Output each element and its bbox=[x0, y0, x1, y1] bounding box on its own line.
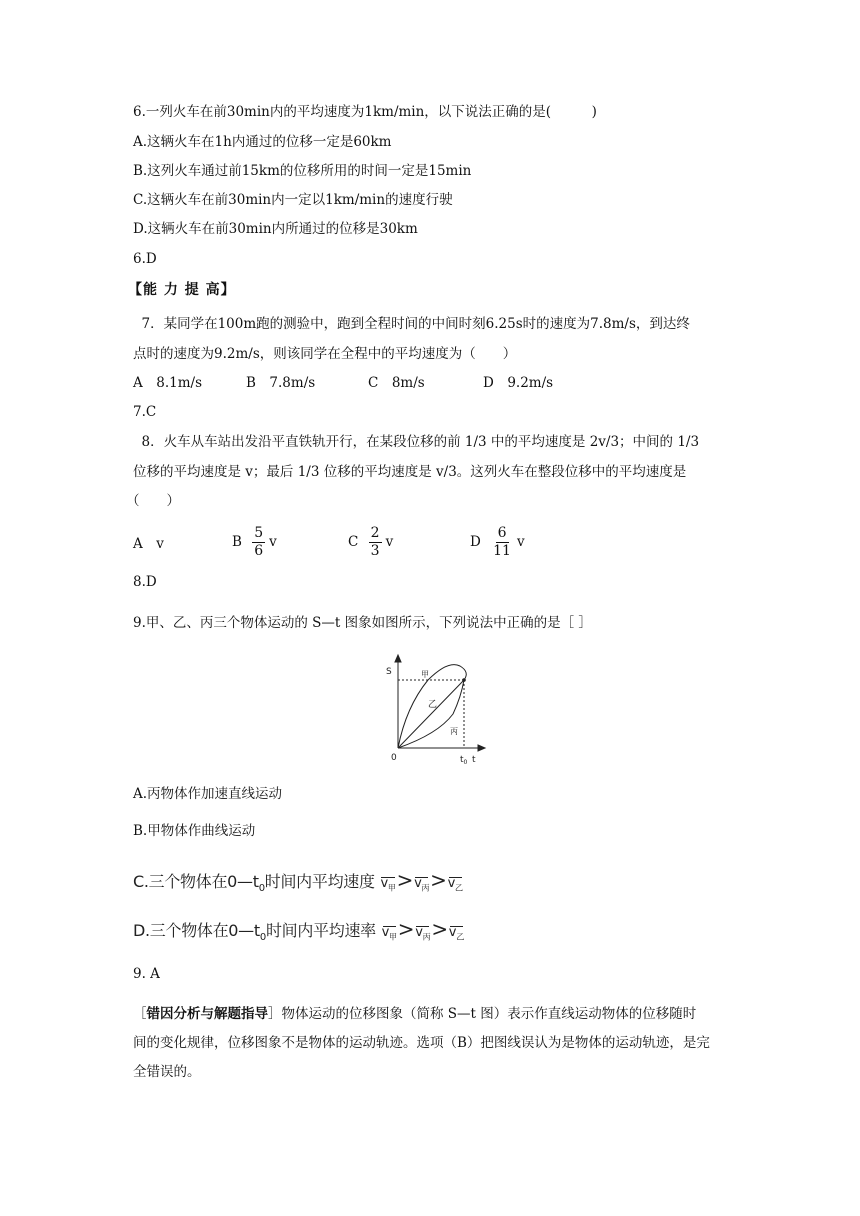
v-symbol: v bbox=[447, 876, 456, 891]
q9-answer: 9. A bbox=[133, 966, 160, 982]
v-sub: 丙 bbox=[422, 932, 431, 942]
v-sub: 甲 bbox=[387, 883, 396, 893]
s-t-graph bbox=[378, 652, 490, 768]
q8-stem-line3: （ ） bbox=[126, 493, 180, 509]
v-symbol: v bbox=[380, 876, 388, 891]
q8-option-c bbox=[348, 525, 393, 560]
q8-option-c-var: v bbox=[385, 534, 394, 550]
q8-option-b-var: v bbox=[269, 534, 277, 550]
fraction-denominator: 3 bbox=[370, 543, 380, 559]
q7-stem-line1: 7．某同学在100m跑的测验中，跑到全程时间的中间时刻6.25s时的速度为7.8m/s，到达终 bbox=[128, 316, 690, 332]
q7-option-d: D 9.2m/s bbox=[483, 375, 554, 391]
bracket-open: ［ bbox=[133, 1006, 147, 1022]
q8-option-b-fraction bbox=[252, 525, 265, 560]
gt-symbol: > bbox=[430, 868, 447, 892]
q9-option-d-text2: 时间内平均速率 bbox=[265, 921, 376, 940]
q9-option-d-text: D.三个物体在0—t bbox=[133, 921, 260, 940]
explanation-line3: 全错误的。 bbox=[133, 1064, 201, 1080]
v-sub: 乙 bbox=[455, 883, 463, 893]
fraction-denominator: 11 bbox=[493, 543, 511, 559]
v-sub: 甲 bbox=[389, 932, 397, 942]
graph-y-label: S bbox=[386, 667, 392, 677]
q8-option-b-label: B bbox=[232, 534, 242, 550]
q9-option-c bbox=[133, 868, 464, 894]
q9-option-d bbox=[133, 917, 465, 943]
avg-speed-jia bbox=[382, 925, 397, 943]
q8-option-d-label: D bbox=[470, 534, 481, 550]
v-symbol: v bbox=[381, 925, 390, 940]
q8-option-d-var: v bbox=[516, 534, 525, 550]
v-symbol: v bbox=[448, 925, 457, 940]
q9-option-b: B.甲物体作曲线运动 bbox=[133, 823, 256, 839]
avg-velocity-yi bbox=[448, 876, 463, 894]
q7-answer: 7.C bbox=[133, 404, 157, 420]
fraction-numerator: 5 bbox=[254, 525, 264, 541]
q9-option-a: A.丙物体作加速直线运动 bbox=[133, 786, 283, 802]
explanation-label: 错因分析与解题指导 bbox=[146, 1006, 268, 1022]
fraction-numerator: 2 bbox=[370, 525, 380, 541]
fraction-numerator: 6 bbox=[497, 525, 507, 541]
explanation-text1: 物体运动的位移图象（简称 S—t 图）表示作直线运动物体的位移随时 bbox=[281, 1006, 697, 1022]
x-axis-arrow bbox=[478, 745, 485, 751]
v-sub: 乙 bbox=[456, 932, 464, 942]
fraction-denominator: 6 bbox=[254, 543, 264, 559]
q9-option-c-text2: 时间内平均速度 bbox=[264, 872, 375, 891]
avg-velocity-jia bbox=[380, 876, 395, 894]
v-symbol: v bbox=[415, 925, 423, 940]
q8-stem-line2: 位移的平均速度是 v；最后 1/3 位移的平均速度是 v/3。这列火车在整段位移中的平均速度是 bbox=[133, 464, 687, 480]
explanation-line2: 间的变化规律，位移图象不是物体的运动轨迹。选项（B）把图线误认为是物体的运动轨迹，是完 bbox=[133, 1035, 710, 1051]
gt-symbol: > bbox=[431, 917, 448, 941]
q9-option-c-text: C.三个物体在0—t bbox=[133, 872, 259, 891]
section-title: 【能 力 提 高】 bbox=[128, 282, 236, 298]
q8-option-d-fraction bbox=[491, 525, 513, 560]
t0-main: t bbox=[460, 755, 464, 765]
avg-speed-yi bbox=[449, 925, 464, 943]
q8-option-b bbox=[232, 525, 277, 560]
q8-option-c-label: C bbox=[348, 534, 359, 550]
explanation-line1 bbox=[133, 1000, 733, 1029]
q8-stem-line1: 8．火车从车站出发沿平直铁轨开行，在某段位移的前 1/3 中的平均速度是 2v/3；中间的 1/3 bbox=[128, 434, 700, 450]
q8-option-a-label: A v bbox=[133, 536, 164, 552]
q9-option-d-sub: 0 bbox=[259, 932, 266, 944]
q7-option-a: A 8.1m/s bbox=[133, 375, 202, 391]
q7-option-b: B 7.8m/s bbox=[246, 375, 316, 391]
q9-option-c-sub: 0 bbox=[258, 883, 265, 895]
q7-stem-line2: 点时的速度为9.2m/s，则该同学在全程中的平均速度为（ ） bbox=[133, 346, 517, 362]
q7-option-c: C 8m/s bbox=[368, 375, 425, 391]
gt-symbol: > bbox=[396, 868, 414, 892]
graph-label-yi: 乙 bbox=[428, 700, 438, 710]
q6-stem: 6.一列火车在前30min内的平均速度为1km/min，以下说法正确的是( ) bbox=[133, 104, 597, 120]
q6-option-b: B.这列火车通过前15km的位移所用的时间一定是15min bbox=[133, 163, 472, 179]
q8-answer: 8.D bbox=[133, 574, 157, 590]
avg-velocity-bing bbox=[414, 876, 429, 894]
y-axis-arrow bbox=[395, 655, 401, 662]
intersection-point bbox=[462, 678, 466, 682]
graph-label-bing: 丙 bbox=[450, 727, 458, 736]
bracket-close: ］ bbox=[268, 1006, 282, 1022]
gt-symbol: > bbox=[397, 917, 415, 941]
q8-option-c-fraction bbox=[369, 525, 382, 560]
graph-x-label: t bbox=[472, 755, 476, 765]
q8-option-a bbox=[133, 525, 164, 552]
q8-option-d bbox=[470, 525, 525, 560]
avg-speed-bing bbox=[415, 925, 430, 943]
graph-t0-label bbox=[460, 755, 468, 766]
v-symbol: v bbox=[414, 876, 422, 891]
graph-label-jia: 甲 bbox=[421, 670, 429, 679]
graph-origin-label: 0 bbox=[391, 753, 397, 763]
v-sub: 丙 bbox=[421, 883, 430, 893]
explanation-paragraph bbox=[133, 1000, 733, 1087]
t0-sub: 0 bbox=[463, 759, 468, 766]
q9-stem: 9.甲、乙、丙三个物体运动的 S—t 图象如图所示，下列说法中正确的是［ ］ bbox=[133, 615, 592, 631]
q6-option-a: A.这辆火车在1h内通过的位移一定是60km bbox=[133, 134, 392, 150]
q6-answer: 6.D bbox=[133, 251, 157, 267]
q6-option-d: D.这辆火车在前30min内所通过的位移是30km bbox=[133, 221, 418, 237]
q6-option-c: C.这辆火车在前30min内一定以1km/min的速度行驶 bbox=[133, 192, 453, 208]
